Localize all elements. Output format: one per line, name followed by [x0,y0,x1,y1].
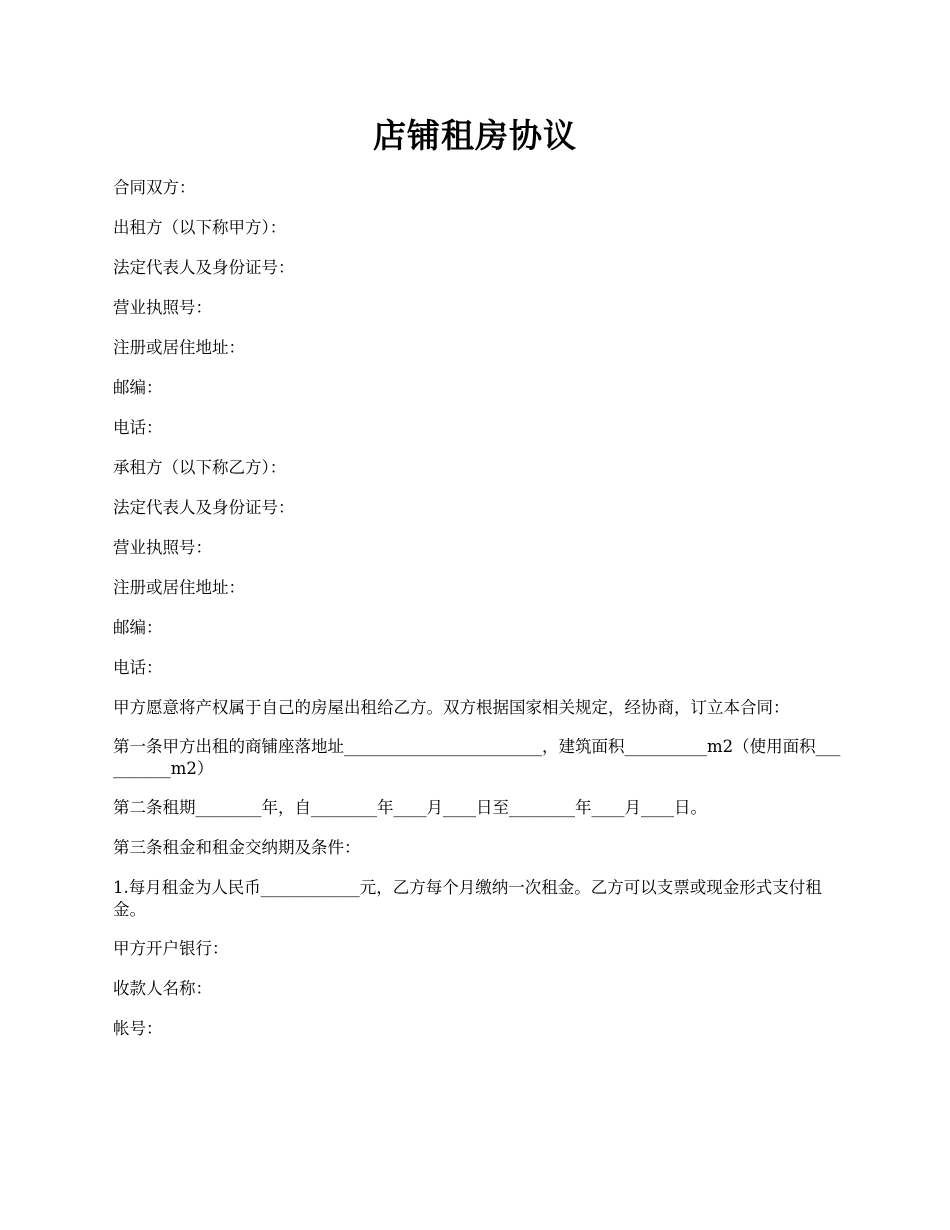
paragraph-lessee-phone: 电话： [113,658,163,677]
paragraph-lessee: 承租方（以下称乙方）： [113,458,287,477]
paragraph-lessor-address: 注册或居住地址： [113,338,245,357]
paragraph-account: 帐号： [113,1019,163,1038]
paragraph-preamble: 甲方愿意将产权属于自己的房屋出租给乙方。双方根据国家相关规定，经协商，订立本合同： [113,698,790,717]
paragraph-lessor-phone: 电话： [113,418,163,437]
paragraph-lessor-license: 营业执照号： [113,298,212,317]
paragraph-lessor: 出租方（以下称甲方）： [113,218,287,237]
paragraph-article-3: 第三条租金和租金交纳期及条件： [113,838,361,857]
document-body [113,177,841,1058]
paragraph-lessee-representative: 法定代表人及身份证号： [113,498,295,517]
paragraph-payee: 收款人名称： [113,979,212,998]
paragraph-lessor-postcode: 邮编： [113,378,163,397]
paragraph-bank: 甲方开户银行： [113,939,229,958]
paragraph-lessee-postcode: 邮编： [113,618,163,637]
paragraph-parties: 合同双方： [113,178,196,197]
paragraph-article-2: 第二条租期________年，自________年____月____日至________年____月____日。 [113,798,707,817]
paragraph-article-1: 第一条甲方出租的商铺座落地址________________________，建筑面积__________m2（使用面积__________m2） [113,737,841,778]
document-title: 店铺租房协议 [373,116,577,155]
paragraph-lessee-address: 注册或居住地址： [113,578,245,597]
paragraph-rent-amount: 1.每月租金为人民币____________元，乙方每个月缴纳一次租金。乙方可以支票或现金形式支付租金。 [113,878,822,919]
paragraph-lessor-representative: 法定代表人及身份证号： [113,258,295,277]
paragraph-lessee-license: 营业执照号： [113,538,212,557]
